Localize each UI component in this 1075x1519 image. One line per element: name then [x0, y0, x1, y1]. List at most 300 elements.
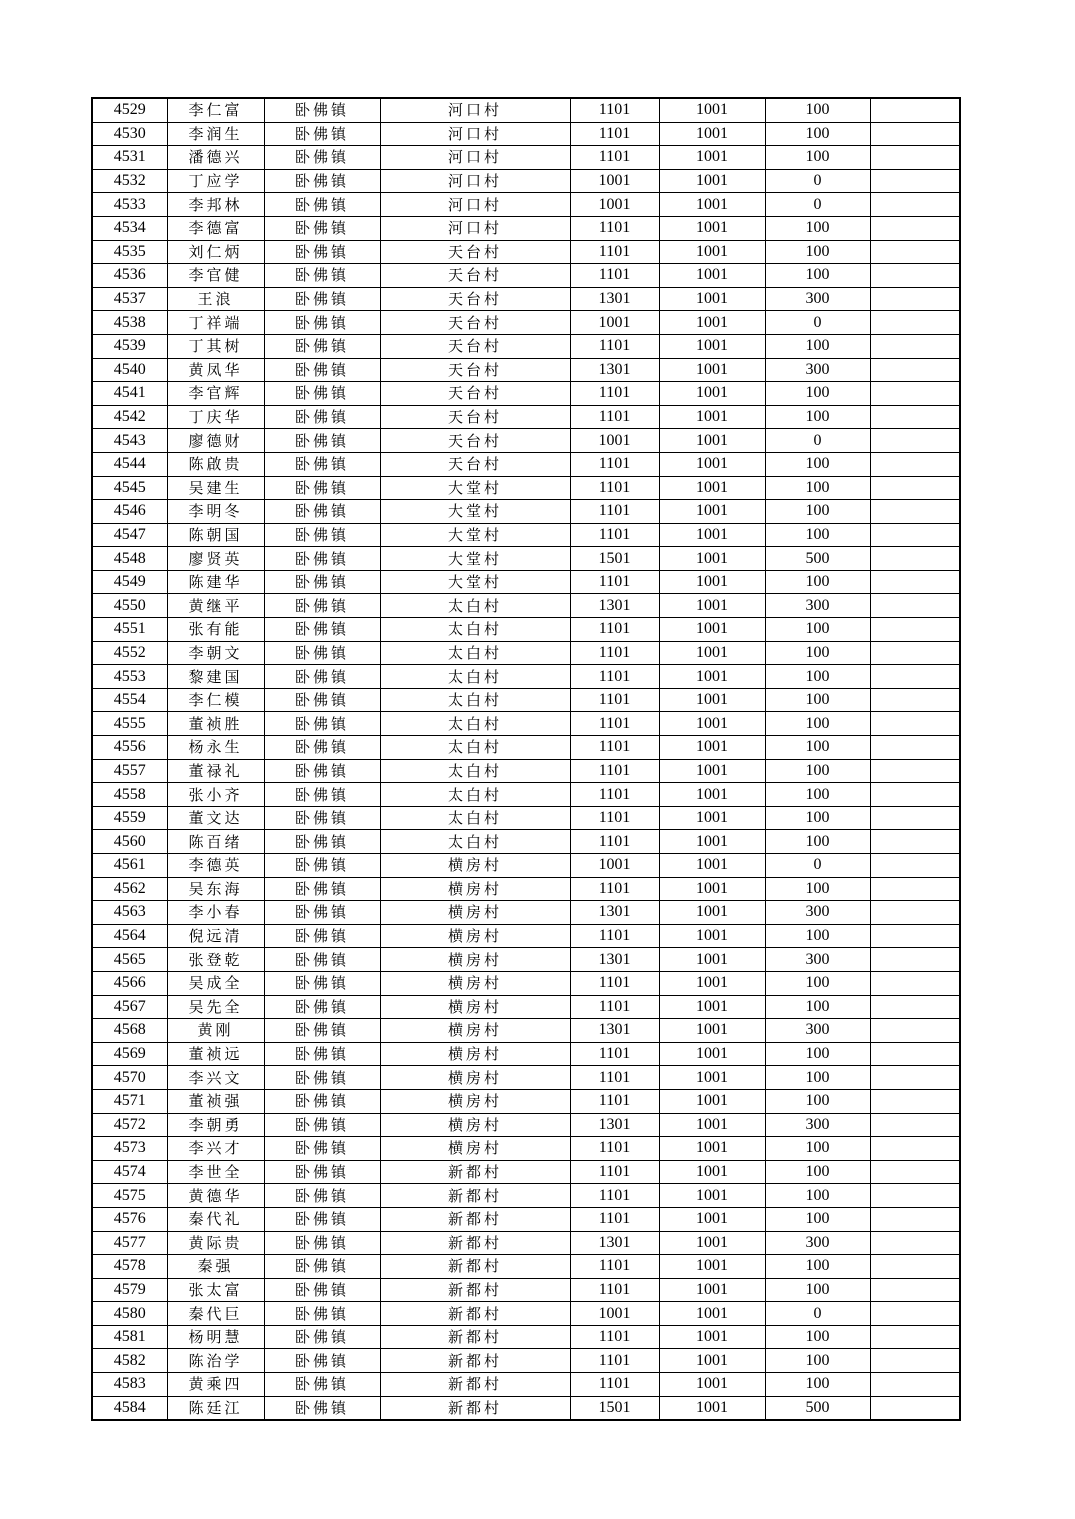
- table-row: [92, 570, 960, 594]
- row-number-cell: 4563: [92, 901, 167, 925]
- row-number-cell: 4578: [92, 1255, 167, 1279]
- name-cell: 陈朝国: [167, 523, 264, 547]
- remark-cell: [870, 665, 960, 689]
- table-row: [92, 736, 960, 760]
- town-cell: 卧佛镇: [264, 971, 380, 995]
- difference-cell: 300: [765, 901, 870, 925]
- village-cell: 太白村: [380, 783, 570, 807]
- name-cell: 丁应学: [167, 169, 264, 193]
- village-cell: 太白村: [380, 594, 570, 618]
- value-b-cell: 1001: [659, 287, 765, 311]
- difference-cell: 100: [765, 146, 870, 170]
- remark-cell: [870, 287, 960, 311]
- row-number-cell: 4583: [92, 1373, 167, 1397]
- table-row: [92, 1160, 960, 1184]
- value-a-cell: 1101: [570, 924, 659, 948]
- town-cell: 卧佛镇: [264, 1396, 380, 1420]
- village-cell: 新都村: [380, 1349, 570, 1373]
- remark-cell: [870, 334, 960, 358]
- difference-cell: 100: [765, 641, 870, 665]
- remark-cell: [870, 594, 960, 618]
- town-cell: 卧佛镇: [264, 1113, 380, 1137]
- town-cell: 卧佛镇: [264, 1349, 380, 1373]
- value-b-cell: 1001: [659, 1042, 765, 1066]
- difference-cell: 100: [765, 688, 870, 712]
- value-a-cell: 1101: [570, 995, 659, 1019]
- row-number-cell: 4573: [92, 1137, 167, 1161]
- value-b-cell: 1001: [659, 995, 765, 1019]
- value-a-cell: 1101: [570, 1255, 659, 1279]
- difference-cell: 300: [765, 1019, 870, 1043]
- name-cell: 董祯远: [167, 1042, 264, 1066]
- table-row: [92, 665, 960, 689]
- value-a-cell: 1101: [570, 712, 659, 736]
- row-number-cell: 4568: [92, 1019, 167, 1043]
- row-number-cell: 4560: [92, 830, 167, 854]
- value-a-cell: 1101: [570, 405, 659, 429]
- town-cell: 卧佛镇: [264, 995, 380, 1019]
- difference-cell: 100: [765, 712, 870, 736]
- remark-cell: [870, 1019, 960, 1043]
- town-cell: 卧佛镇: [264, 924, 380, 948]
- row-number-cell: 4584: [92, 1396, 167, 1420]
- value-a-cell: 1001: [570, 854, 659, 878]
- value-a-cell: 1101: [570, 1207, 659, 1231]
- value-a-cell: 1501: [570, 547, 659, 571]
- row-number-cell: 4580: [92, 1302, 167, 1326]
- table-row: [92, 1184, 960, 1208]
- value-b-cell: 1001: [659, 1207, 765, 1231]
- town-cell: 卧佛镇: [264, 948, 380, 972]
- row-number-cell: 4531: [92, 146, 167, 170]
- village-cell: 横房村: [380, 924, 570, 948]
- row-number-cell: 4581: [92, 1325, 167, 1349]
- name-cell: 李德富: [167, 216, 264, 240]
- town-cell: 卧佛镇: [264, 146, 380, 170]
- village-cell: 太白村: [380, 736, 570, 760]
- village-cell: 大堂村: [380, 500, 570, 524]
- value-b-cell: 1001: [659, 665, 765, 689]
- value-b-cell: 1001: [659, 901, 765, 925]
- village-cell: 新都村: [380, 1302, 570, 1326]
- name-cell: 张小齐: [167, 783, 264, 807]
- value-b-cell: 1001: [659, 1066, 765, 1090]
- value-b-cell: 1001: [659, 759, 765, 783]
- remark-cell: [870, 877, 960, 901]
- difference-cell: 100: [765, 570, 870, 594]
- table-row: [92, 783, 960, 807]
- value-a-cell: 1101: [570, 500, 659, 524]
- value-a-cell: 1301: [570, 1019, 659, 1043]
- name-cell: 潘德兴: [167, 146, 264, 170]
- row-number-cell: 4539: [92, 334, 167, 358]
- table-row: [92, 995, 960, 1019]
- name-cell: 李兴文: [167, 1066, 264, 1090]
- town-cell: 卧佛镇: [264, 594, 380, 618]
- table-row: [92, 877, 960, 901]
- row-number-cell: 4538: [92, 311, 167, 335]
- difference-cell: 100: [765, 1184, 870, 1208]
- town-cell: 卧佛镇: [264, 500, 380, 524]
- value-a-cell: 1001: [570, 1302, 659, 1326]
- value-a-cell: 1101: [570, 830, 659, 854]
- value-b-cell: 1001: [659, 971, 765, 995]
- table-row: [92, 641, 960, 665]
- village-cell: 横房村: [380, 1066, 570, 1090]
- village-cell: 太白村: [380, 688, 570, 712]
- table-row: [92, 429, 960, 453]
- value-a-cell: 1101: [570, 98, 659, 122]
- name-cell: 陈啟贵: [167, 452, 264, 476]
- table-row: [92, 382, 960, 406]
- difference-cell: 100: [765, 98, 870, 122]
- value-b-cell: 1001: [659, 334, 765, 358]
- value-b-cell: 1001: [659, 570, 765, 594]
- row-number-cell: 4557: [92, 759, 167, 783]
- difference-cell: 100: [765, 995, 870, 1019]
- remark-cell: [870, 1042, 960, 1066]
- value-b-cell: 1001: [659, 429, 765, 453]
- value-b-cell: 1001: [659, 1373, 765, 1397]
- village-cell: 河口村: [380, 146, 570, 170]
- table-row: [92, 216, 960, 240]
- value-a-cell: 1101: [570, 759, 659, 783]
- value-a-cell: 1101: [570, 334, 659, 358]
- difference-cell: 100: [765, 971, 870, 995]
- row-number-cell: 4537: [92, 287, 167, 311]
- village-cell: 横房村: [380, 1089, 570, 1113]
- village-cell: 新都村: [380, 1160, 570, 1184]
- value-a-cell: 1001: [570, 169, 659, 193]
- table-row: [92, 901, 960, 925]
- difference-cell: 100: [765, 759, 870, 783]
- name-cell: 廖贤英: [167, 547, 264, 571]
- row-number-cell: 4570: [92, 1066, 167, 1090]
- village-cell: 天台村: [380, 358, 570, 382]
- remark-cell: [870, 1255, 960, 1279]
- remark-cell: [870, 736, 960, 760]
- value-b-cell: 1001: [659, 452, 765, 476]
- remark-cell: [870, 1325, 960, 1349]
- difference-cell: 500: [765, 547, 870, 571]
- value-a-cell: 1301: [570, 287, 659, 311]
- name-cell: 董祯胜: [167, 712, 264, 736]
- remark-cell: [870, 500, 960, 524]
- village-cell: 大堂村: [380, 476, 570, 500]
- value-b-cell: 1001: [659, 854, 765, 878]
- village-cell: 横房村: [380, 995, 570, 1019]
- table-row: [92, 854, 960, 878]
- town-cell: 卧佛镇: [264, 570, 380, 594]
- remark-cell: [870, 547, 960, 571]
- town-cell: 卧佛镇: [264, 1019, 380, 1043]
- value-a-cell: 1301: [570, 594, 659, 618]
- difference-cell: 100: [765, 334, 870, 358]
- row-number-cell: 4549: [92, 570, 167, 594]
- table-row: [92, 618, 960, 642]
- row-number-cell: 4575: [92, 1184, 167, 1208]
- difference-cell: 500: [765, 1396, 870, 1420]
- difference-cell: 300: [765, 1113, 870, 1137]
- remark-cell: [870, 1184, 960, 1208]
- name-cell: 黄继平: [167, 594, 264, 618]
- difference-cell: 100: [765, 405, 870, 429]
- row-number-cell: 4553: [92, 665, 167, 689]
- value-b-cell: 1001: [659, 1396, 765, 1420]
- name-cell: 刘仁炳: [167, 240, 264, 264]
- table-row: [92, 1231, 960, 1255]
- name-cell: 王浪: [167, 287, 264, 311]
- value-b-cell: 1001: [659, 1089, 765, 1113]
- town-cell: 卧佛镇: [264, 405, 380, 429]
- remark-cell: [870, 1113, 960, 1137]
- value-a-cell: 1101: [570, 877, 659, 901]
- village-cell: 天台村: [380, 287, 570, 311]
- village-cell: 天台村: [380, 334, 570, 358]
- table-row: [92, 1373, 960, 1397]
- value-b-cell: 1001: [659, 547, 765, 571]
- name-cell: 李仁富: [167, 98, 264, 122]
- difference-cell: 100: [765, 877, 870, 901]
- remark-cell: [870, 98, 960, 122]
- row-number-cell: 4576: [92, 1207, 167, 1231]
- village-cell: 太白村: [380, 806, 570, 830]
- value-b-cell: 1001: [659, 618, 765, 642]
- name-cell: 李润生: [167, 122, 264, 146]
- table-row: [92, 240, 960, 264]
- row-number-cell: 4569: [92, 1042, 167, 1066]
- village-cell: 新都村: [380, 1325, 570, 1349]
- name-cell: 秦强: [167, 1255, 264, 1279]
- remark-cell: [870, 358, 960, 382]
- table-row: [92, 948, 960, 972]
- remark-cell: [870, 924, 960, 948]
- row-number-cell: 4561: [92, 854, 167, 878]
- value-b-cell: 1001: [659, 1325, 765, 1349]
- table-row: [92, 1255, 960, 1279]
- value-a-cell: 1101: [570, 736, 659, 760]
- name-cell: 黄凤华: [167, 358, 264, 382]
- data-table: [91, 97, 961, 1421]
- difference-cell: 100: [765, 1349, 870, 1373]
- name-cell: 董祯强: [167, 1089, 264, 1113]
- row-number-cell: 4558: [92, 783, 167, 807]
- difference-cell: 100: [765, 1137, 870, 1161]
- remark-cell: [870, 948, 960, 972]
- difference-cell: 100: [765, 1042, 870, 1066]
- name-cell: 陈建华: [167, 570, 264, 594]
- remark-cell: [870, 1160, 960, 1184]
- table-row: [92, 358, 960, 382]
- value-b-cell: 1001: [659, 1019, 765, 1043]
- table-row: [92, 193, 960, 217]
- row-number-cell: 4556: [92, 736, 167, 760]
- value-b-cell: 1001: [659, 382, 765, 406]
- table-row: [92, 1137, 960, 1161]
- name-cell: 李邦林: [167, 193, 264, 217]
- town-cell: 卧佛镇: [264, 1066, 380, 1090]
- difference-cell: 100: [765, 736, 870, 760]
- name-cell: 倪远清: [167, 924, 264, 948]
- village-cell: 太白村: [380, 830, 570, 854]
- table-body: [92, 98, 960, 1420]
- difference-cell: 100: [765, 1278, 870, 1302]
- town-cell: 卧佛镇: [264, 216, 380, 240]
- remark-cell: [870, 452, 960, 476]
- row-number-cell: 4541: [92, 382, 167, 406]
- value-b-cell: 1001: [659, 1184, 765, 1208]
- village-cell: 河口村: [380, 193, 570, 217]
- town-cell: 卧佛镇: [264, 1231, 380, 1255]
- remark-cell: [870, 641, 960, 665]
- remark-cell: [870, 759, 960, 783]
- town-cell: 卧佛镇: [264, 334, 380, 358]
- difference-cell: 100: [765, 1325, 870, 1349]
- village-cell: 太白村: [380, 759, 570, 783]
- remark-cell: [870, 995, 960, 1019]
- value-a-cell: 1301: [570, 901, 659, 925]
- difference-cell: 0: [765, 169, 870, 193]
- town-cell: 卧佛镇: [264, 1137, 380, 1161]
- town-cell: 卧佛镇: [264, 240, 380, 264]
- value-b-cell: 1001: [659, 358, 765, 382]
- table-row: [92, 1042, 960, 1066]
- value-b-cell: 1001: [659, 1255, 765, 1279]
- village-cell: 新都村: [380, 1231, 570, 1255]
- name-cell: 李德英: [167, 854, 264, 878]
- difference-cell: 100: [765, 924, 870, 948]
- town-cell: 卧佛镇: [264, 854, 380, 878]
- name-cell: 黄德华: [167, 1184, 264, 1208]
- difference-cell: 100: [765, 476, 870, 500]
- value-b-cell: 1001: [659, 1137, 765, 1161]
- difference-cell: 0: [765, 311, 870, 335]
- town-cell: 卧佛镇: [264, 169, 380, 193]
- town-cell: 卧佛镇: [264, 736, 380, 760]
- value-a-cell: 1301: [570, 358, 659, 382]
- village-cell: 新都村: [380, 1278, 570, 1302]
- name-cell: 廖德财: [167, 429, 264, 453]
- value-a-cell: 1101: [570, 618, 659, 642]
- remark-cell: [870, 405, 960, 429]
- name-cell: 李官健: [167, 264, 264, 288]
- table-row: [92, 1207, 960, 1231]
- table-row: [92, 334, 960, 358]
- village-cell: 太白村: [380, 641, 570, 665]
- difference-cell: 100: [765, 523, 870, 547]
- remark-cell: [870, 783, 960, 807]
- value-b-cell: 1001: [659, 806, 765, 830]
- table-row: [92, 547, 960, 571]
- difference-cell: 0: [765, 1302, 870, 1326]
- value-a-cell: 1101: [570, 1184, 659, 1208]
- row-number-cell: 4534: [92, 216, 167, 240]
- table-row: [92, 500, 960, 524]
- village-cell: 天台村: [380, 240, 570, 264]
- town-cell: 卧佛镇: [264, 547, 380, 571]
- row-number-cell: 4554: [92, 688, 167, 712]
- value-b-cell: 1001: [659, 1302, 765, 1326]
- value-b-cell: 1001: [659, 688, 765, 712]
- name-cell: 丁庆华: [167, 405, 264, 429]
- row-number-cell: 4535: [92, 240, 167, 264]
- value-b-cell: 1001: [659, 1160, 765, 1184]
- value-b-cell: 1001: [659, 240, 765, 264]
- row-number-cell: 4547: [92, 523, 167, 547]
- difference-cell: 100: [765, 216, 870, 240]
- village-cell: 横房村: [380, 1137, 570, 1161]
- remark-cell: [870, 1231, 960, 1255]
- difference-cell: 100: [765, 264, 870, 288]
- remark-cell: [870, 1278, 960, 1302]
- village-cell: 横房村: [380, 901, 570, 925]
- village-cell: 新都村: [380, 1396, 570, 1420]
- value-b-cell: 1001: [659, 948, 765, 972]
- value-b-cell: 1001: [659, 1113, 765, 1137]
- value-b-cell: 1001: [659, 877, 765, 901]
- table-row: [92, 1302, 960, 1326]
- village-cell: 河口村: [380, 169, 570, 193]
- difference-cell: 100: [765, 806, 870, 830]
- row-number-cell: 4565: [92, 948, 167, 972]
- table-row: [92, 452, 960, 476]
- row-number-cell: 4545: [92, 476, 167, 500]
- remark-cell: [870, 1373, 960, 1397]
- remark-cell: [870, 1137, 960, 1161]
- name-cell: 杨明慧: [167, 1325, 264, 1349]
- town-cell: 卧佛镇: [264, 98, 380, 122]
- name-cell: 陈百绪: [167, 830, 264, 854]
- difference-cell: 100: [765, 618, 870, 642]
- value-a-cell: 1101: [570, 665, 659, 689]
- table-row: [92, 311, 960, 335]
- town-cell: 卧佛镇: [264, 1278, 380, 1302]
- row-number-cell: 4555: [92, 712, 167, 736]
- town-cell: 卧佛镇: [264, 382, 380, 406]
- village-cell: 新都村: [380, 1255, 570, 1279]
- table-row: [92, 405, 960, 429]
- table-row: [92, 523, 960, 547]
- town-cell: 卧佛镇: [264, 1184, 380, 1208]
- value-a-cell: 1101: [570, 971, 659, 995]
- value-b-cell: 1001: [659, 523, 765, 547]
- village-cell: 大堂村: [380, 523, 570, 547]
- row-number-cell: 4564: [92, 924, 167, 948]
- village-cell: 新都村: [380, 1207, 570, 1231]
- table-row: [92, 122, 960, 146]
- table-row: [92, 971, 960, 995]
- row-number-cell: 4540: [92, 358, 167, 382]
- remark-cell: [870, 570, 960, 594]
- row-number-cell: 4559: [92, 806, 167, 830]
- remark-cell: [870, 971, 960, 995]
- town-cell: 卧佛镇: [264, 830, 380, 854]
- remark-cell: [870, 901, 960, 925]
- village-cell: 天台村: [380, 264, 570, 288]
- village-cell: 河口村: [380, 216, 570, 240]
- value-a-cell: 1001: [570, 429, 659, 453]
- value-b-cell: 1001: [659, 736, 765, 760]
- remark-cell: [870, 311, 960, 335]
- value-a-cell: 1101: [570, 783, 659, 807]
- name-cell: 李朝文: [167, 641, 264, 665]
- value-a-cell: 1001: [570, 311, 659, 335]
- value-a-cell: 1101: [570, 1089, 659, 1113]
- name-cell: 李朝勇: [167, 1113, 264, 1137]
- town-cell: 卧佛镇: [264, 759, 380, 783]
- village-cell: 太白村: [380, 618, 570, 642]
- value-b-cell: 1001: [659, 641, 765, 665]
